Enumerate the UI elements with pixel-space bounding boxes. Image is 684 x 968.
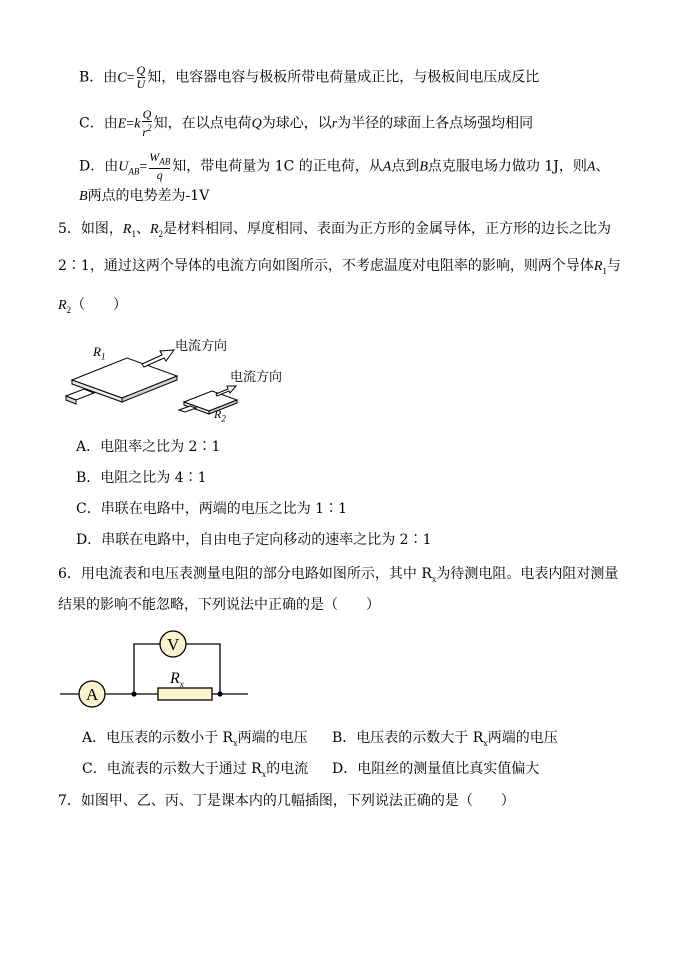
q5-stem-line2 bbox=[58, 256, 621, 281]
q5-stem-line3 bbox=[58, 295, 127, 320]
q6-b-post: 两端的电压 bbox=[487, 730, 558, 746]
q5-line2-a: 2∶1，通过这两个导体的电流方向如图所示，不考虑温度对电阻率的影响，则两个导体 bbox=[58, 258, 594, 274]
q4-d-line2-B: B bbox=[79, 189, 88, 204]
q5-option-a: A．电阻率之比为 2∶1 bbox=[76, 439, 221, 455]
q6-stem-line2: 结果的影响不能忽略，下列说法中正确的是（ ） bbox=[58, 597, 380, 613]
q6-option-b bbox=[332, 728, 558, 753]
q4-d-text2: 点到 bbox=[391, 158, 420, 175]
q5-R1: R bbox=[122, 222, 132, 237]
q4-d-line2-text: 两点的电势差为-1V bbox=[87, 188, 210, 204]
q6-circuit-figure bbox=[60, 630, 260, 720]
q6-a-sub: x bbox=[233, 737, 238, 748]
q5-option-b: B．电阻之比为 4∶1 bbox=[76, 470, 207, 486]
q6-d-pre: D．电阻丝的测量值比真实值偏大 bbox=[332, 761, 540, 777]
q4-d-comma: 、 bbox=[595, 158, 610, 175]
q4-c-text3: 为半径的球面上各点场强均相同 bbox=[337, 115, 534, 132]
q4-c-Q: Q bbox=[251, 116, 262, 132]
r1-label bbox=[93, 342, 105, 367]
q6-line1-b: 为待测电阻。电表内阻对测量 bbox=[436, 566, 619, 582]
q5-R2: R bbox=[149, 222, 159, 237]
q4-d-U-sub: AB bbox=[128, 166, 140, 177]
q6-line1-sub: x bbox=[431, 573, 437, 584]
q4-option-d-line2 bbox=[79, 186, 209, 207]
q4-c-lhs: E bbox=[117, 116, 127, 132]
q4-d-text3: 点克服电场力做功 1J，则 bbox=[427, 158, 587, 175]
resistor-label-sub: x bbox=[179, 679, 184, 690]
q4-d-A2: A bbox=[586, 159, 596, 175]
q5-R2-sub: 2 bbox=[158, 228, 164, 239]
q4-b-prefix: B．由 bbox=[79, 69, 118, 86]
q4-option-b bbox=[79, 64, 539, 91]
q6-c-sub: x bbox=[261, 768, 267, 779]
q4-b-text: 知，电容器电容与极板所带电荷量成正比，与极板间电压成反比 bbox=[147, 69, 540, 86]
q4-d-text1: 知，带电荷量为 1C 的正电荷，从 bbox=[172, 158, 383, 175]
q6-c-pre: C．电流表的示数大于通过 R bbox=[82, 761, 262, 777]
ammeter-label: A bbox=[86, 685, 99, 704]
r1-arrow-label: 电流方向 bbox=[175, 339, 228, 354]
r2-label-sub: 2 bbox=[221, 413, 226, 424]
q4-b-den: U bbox=[136, 77, 146, 91]
q4-d-A: A bbox=[382, 159, 392, 175]
q6-option-c bbox=[82, 759, 308, 784]
q4-d-B: B bbox=[419, 159, 428, 175]
q4-d-num bbox=[149, 151, 170, 168]
q4-b-fraction bbox=[137, 64, 146, 91]
q4-b-lhs: C bbox=[117, 70, 127, 86]
q6-stem-line1 bbox=[58, 564, 618, 589]
q6-b-sub: x bbox=[483, 737, 488, 748]
q4-d-fraction bbox=[149, 151, 170, 182]
q4-d-prefix: D．由 bbox=[79, 158, 119, 175]
q4-b-num: Q bbox=[136, 63, 146, 77]
q4-c-text1: 知，在以点电荷 bbox=[153, 115, 252, 132]
resistor-label bbox=[170, 669, 184, 694]
q4-c-r: r bbox=[331, 116, 338, 132]
q6-b-pre: B．电压表的示数大于 R bbox=[332, 730, 484, 746]
q4-c-eq: = bbox=[126, 116, 135, 132]
q5-option-d: D．串联在电路中，自由电子定向移动的速率之比为 2∶1 bbox=[76, 532, 432, 548]
q6-a-post: 两端的电压 bbox=[237, 730, 308, 746]
q4-option-c bbox=[79, 108, 533, 139]
q4-c-den-exp: 2 bbox=[147, 123, 152, 133]
r1-label-sub: 1 bbox=[100, 351, 106, 362]
q5-line3-b: （ ） bbox=[71, 297, 128, 313]
q4-option-d bbox=[79, 151, 609, 182]
q6-line1-a: 6．用电流表和电压表测量电阻的部分电路如图所示，其中 R bbox=[58, 566, 432, 582]
q5-line1-a: 5．如图， bbox=[58, 221, 123, 237]
q6-a-pre: A．电压表的示数小于 R bbox=[82, 730, 234, 746]
q4-c-den-r: r bbox=[142, 125, 148, 139]
voltmeter-label: V bbox=[167, 635, 180, 654]
q4-d-U: U bbox=[118, 159, 129, 175]
r2-lead bbox=[179, 406, 196, 412]
wire-voltmeter-loop bbox=[134, 644, 160, 694]
wire-voltmeter-loop-right bbox=[186, 644, 220, 694]
q5-sep: 、 bbox=[135, 221, 150, 237]
q6-option-d bbox=[332, 759, 539, 779]
q4-b-eq: = bbox=[126, 70, 135, 86]
q4-d-num-sub: AB bbox=[159, 156, 171, 167]
q5-line2-R: R bbox=[593, 259, 603, 274]
q4-c-fraction bbox=[142, 108, 151, 139]
q6-option-a bbox=[82, 728, 308, 753]
q5-line1-b: 是材料相同、厚度相同、表面为正方形的金属导体，正方形的边长之比为 bbox=[163, 221, 612, 237]
q4-d-den: q bbox=[149, 168, 170, 182]
q4-c-den bbox=[142, 121, 151, 139]
q5-line2-b: 与 bbox=[606, 258, 621, 274]
q4-c-num: Q bbox=[142, 107, 152, 121]
q5-R1-sub: 1 bbox=[131, 228, 136, 239]
q6-c-post: 的电流 bbox=[266, 761, 309, 777]
q5-line3-R-sub: 2 bbox=[66, 304, 72, 315]
r2-label-R: R bbox=[214, 407, 222, 421]
q5-stem-line1 bbox=[58, 219, 611, 244]
q5-line2-R-sub: 1 bbox=[602, 265, 607, 276]
q4-c-k: k bbox=[134, 116, 141, 132]
q4-c-prefix: C．由 bbox=[79, 115, 118, 132]
q4-c-text2: 为球心，以 bbox=[261, 115, 332, 132]
r1-label-R: R bbox=[93, 344, 101, 359]
r1-current-arrow bbox=[142, 350, 174, 367]
q4-d-num-W: W bbox=[149, 150, 160, 164]
r2-label bbox=[214, 404, 226, 428]
resistor-label-R: R bbox=[170, 670, 180, 687]
q5-line3-R: R bbox=[58, 298, 67, 313]
q5-option-c: C．串联在电路中，两端的电压之比为 1∶1 bbox=[76, 501, 347, 517]
resistor-body bbox=[158, 688, 212, 700]
q7-stem-line1: 7．如图甲、乙、丙、丁是课本内的几幅插图，下列说法正确的是（ ） bbox=[58, 793, 515, 809]
r2-arrow-label: 电流方向 bbox=[230, 370, 283, 385]
q4-d-eq: = bbox=[139, 159, 148, 175]
